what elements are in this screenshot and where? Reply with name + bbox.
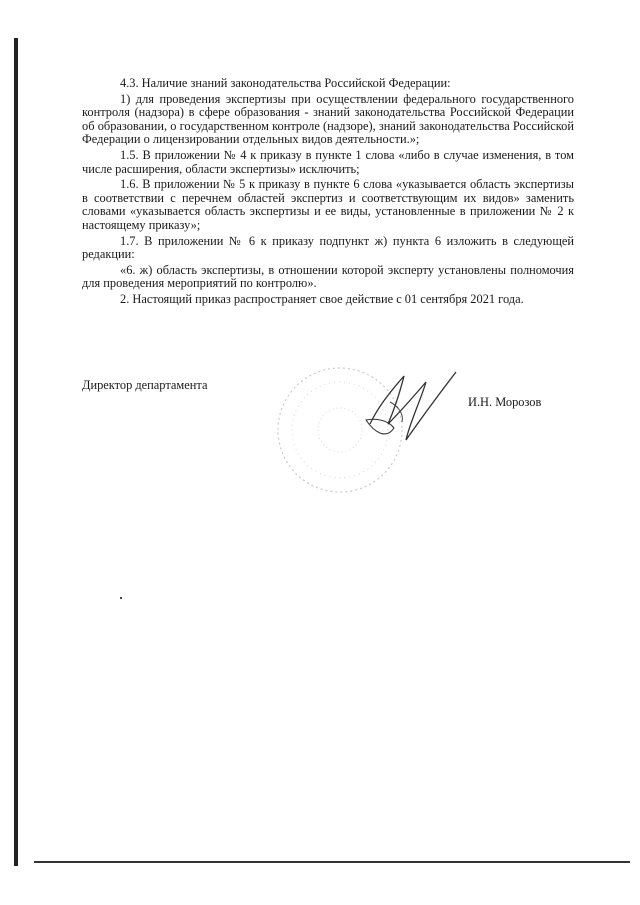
handwritten-signature [360,362,470,452]
document-body [82,77,574,309]
paragraph-4-3: 4.3. Наличие знаний законодательства Российской Федерации: [120,76,451,90]
paragraph-1-7: 1.7. В приложении № 6 к приказу подпункт ж) пункта 6 изложить в следующей редакции: [82,233,574,262]
scan-left-edge [14,38,18,866]
paragraph-1-5: 1.5. В приложении № 4 к приказу в пункте 1 слова «либо в случае изменения, в том числе расширения, области экспертизы» исключить; [82,147,574,176]
paragraph-item-1: 1) для проведения экспертизы при осуществлении федерального государственного контроля (надзора) в сфере образования - знаний законодательства Российской Федерации об образовании, о государственном контроле (надзоре), знаний законодательства Российской Федерации о лицензировании отдельных видов деятельности.»; [82,91,574,147]
paragraph-1-6: 1.6. В приложении № 5 к приказу в пункте 6 слова «указывается область экспертизы в соответствии с перечнем областей экспертиз и соответствующим их видов» заменить словами «указывается область экспертизы и ее виды, установленные в приложении № 2 к настоящему приказу»; [82,177,574,232]
paragraph-2: 2. Настоящий приказ распространяет свое действие с 01 сентября 2021 года. [120,291,524,306]
paragraph-quote-6-zh: «6. ж) область экспертизы, в отношении которой эксперту установлены полномочия для проведения мероприятий по контролю». [82,262,574,291]
scan-speck [120,597,122,599]
scan-bottom-edge [34,861,630,863]
position-title: Директор департамента [82,378,208,392]
signer-name: И.Н. Морозов [468,395,542,409]
